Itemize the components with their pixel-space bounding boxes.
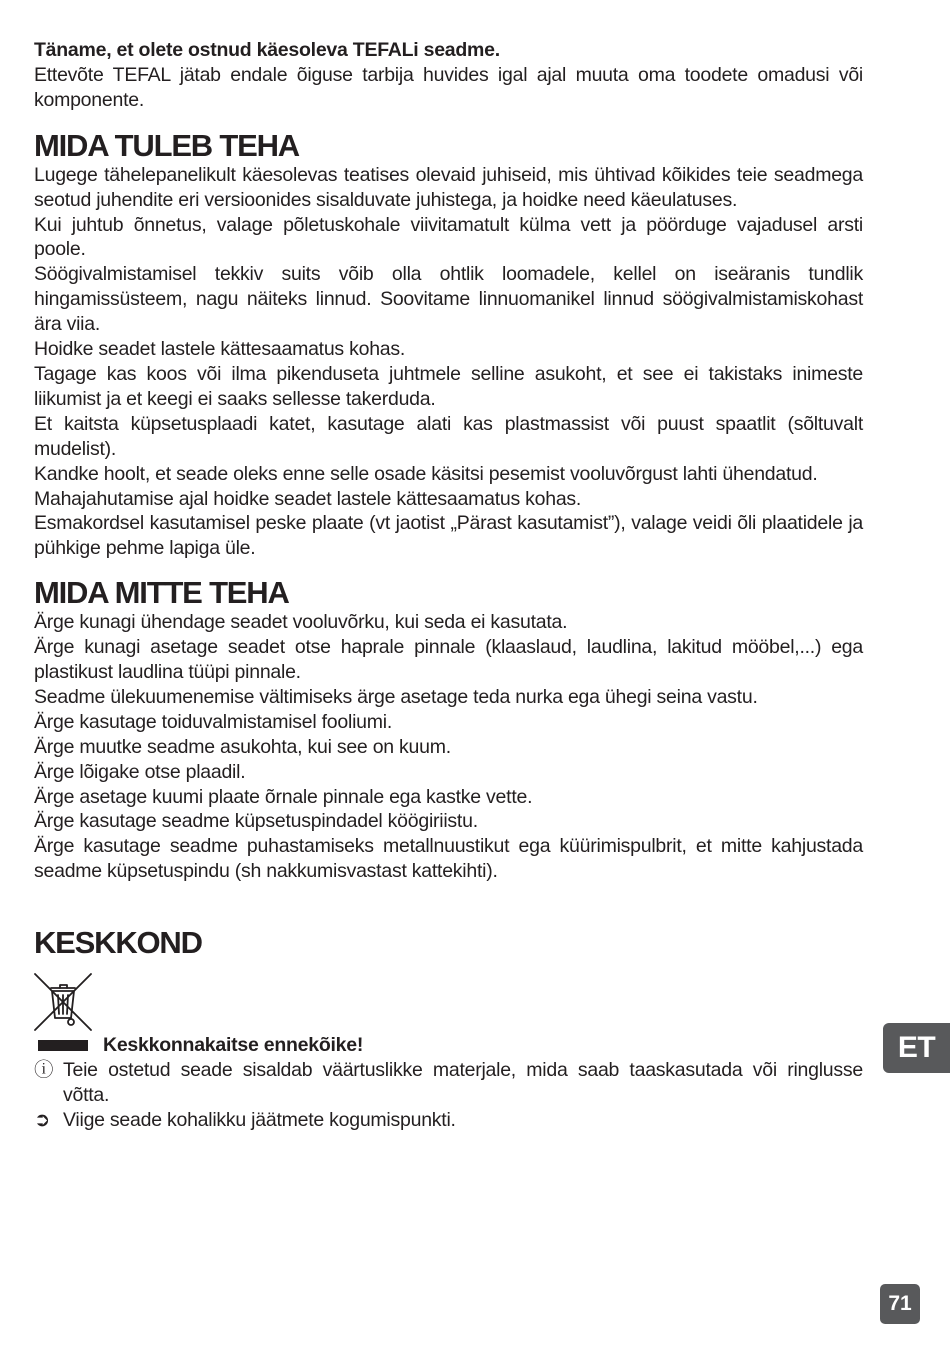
env-subtitle-row [34, 1033, 863, 1058]
env-bullet-text: Teie ostetud seade sisaldab väärtuslikke materjale, mida saab taaskasutada või ringlusse võtta. [63, 1059, 863, 1107]
dont-item: Ärge kasutage seadme küpsetuspindadel köögiriistu. [34, 810, 478, 833]
page-content [34, 38, 863, 1133]
dont-item: Ärge kasutage toiduvalmistamisel fooliumi. [34, 710, 393, 733]
do-item: Kui juhtub õnnetus, valage põletuskohale viivitamatult külma vett ja pöörduge vajadusel arsti poole. [34, 213, 863, 261]
do-item: Esmakordsel kasutamisel peske plaate (vt jaotist „Pärast kasutamist”), valage veidi õli plaatidele ja pühkige pehme lapiga üle. [34, 512, 863, 560]
dont-item: Ärge muutke seadme asukohta, kui see on kuum. [34, 735, 451, 758]
arrow-right-icon: ➲ [34, 1109, 51, 1131]
bin-underline-bar [38, 1040, 88, 1051]
crossed-out-wheelie-bin-icon [34, 973, 863, 1031]
env-bullet [34, 1108, 863, 1133]
intro-text: Ettevõte TEFAL jätab endale õiguse tarbija huvides igal ajal muuta oma toodete omadusi või komponente. [34, 63, 863, 111]
do-item: Et kaitsta küpsetusplaadi katet, kasutage alati kas plastmassist või puust spaatlit (sõltuvalt mudelist). [34, 412, 863, 460]
dont-item: Ärge kunagi asetage seadet otse haprale pinnale (klaaslaud, laudlina, lakitud mööbel,...) ega plastikust laudlina tüüpi pinnale. [34, 636, 863, 684]
do-item: Mahajahutamise ajal hoidke seadet lastele kättesaamatus kohas. [34, 487, 582, 510]
dont-item: Ärge asetage kuumi plaate õrnale pinnale ega kastke vette. [34, 785, 533, 808]
intro-title: Täname, et olete ostnud käesoleva TEFALi seadme. [34, 39, 500, 61]
dont-list [34, 610, 863, 884]
language-tab: ET [883, 1023, 950, 1073]
do-list [34, 163, 863, 562]
dont-item: Ärge kunagi ühendage seadet vooluvõrku, kui seda ei kasutata. [34, 611, 568, 634]
do-item: Kandke hoolt, et seade oleks enne selle osade käsitsi pesemist vooluvõrgust lahti ühendatud. [34, 462, 818, 485]
do-item: Lugege tähelepanelikult käesolevas teatises olevaid juhiseid, mis ühtivad kõikides teie seadmega seotud juhendite eri versioonides sisalduvate juhistega, ja hoidke need käeulatuses. [34, 163, 863, 211]
info-icon: ⓘ [34, 1059, 54, 1082]
dont-item: Ärge lõigake otse plaadil. [34, 760, 246, 783]
section-heading-env: KESKKOND [34, 925, 202, 961]
do-item: Tagage kas koos või ilma pikenduseta juhtmele selline asukoht, et see ei takistaks inimeste liikumist ja et keegi ei saaks sellesse takerduda. [34, 362, 863, 410]
env-bullet [34, 1058, 863, 1108]
section-heading-dont: MIDA MITTE TEHA [34, 575, 289, 611]
dont-item: Ärge kasutage seadme puhastamiseks metallnuustikut ega küürimispulbrit, et mitte kahjustada seadme küpsetuspindu (sh nakkumisvastast kattekihti). [34, 835, 863, 883]
do-item: Söögivalmistamisel tekkiv suits võib olla ohtlik loomadele, kellel on iseäranis tundlik hingamissüsteem, nagu näiteks linnud. Soovitame linnuomanikel linnud söögivalmistamiskohast ära viia. [34, 263, 863, 336]
do-item: Hoidke seadet lastele kättesaamatus kohas. [34, 338, 406, 361]
page-number: 71 [880, 1284, 920, 1324]
dont-item: Seadme ülekuumenemise vältimiseks ärge asetage teda nurka ega ühegi seina vastu. [34, 685, 758, 708]
env-bullet-text: Viige seade kohalikku jäätmete kogumispunkti. [63, 1109, 456, 1131]
env-subtitle: Keskkonnakaitse ennekõike! [103, 1034, 364, 1057]
section-heading-do: MIDA TULEB TEHA [34, 127, 299, 163]
